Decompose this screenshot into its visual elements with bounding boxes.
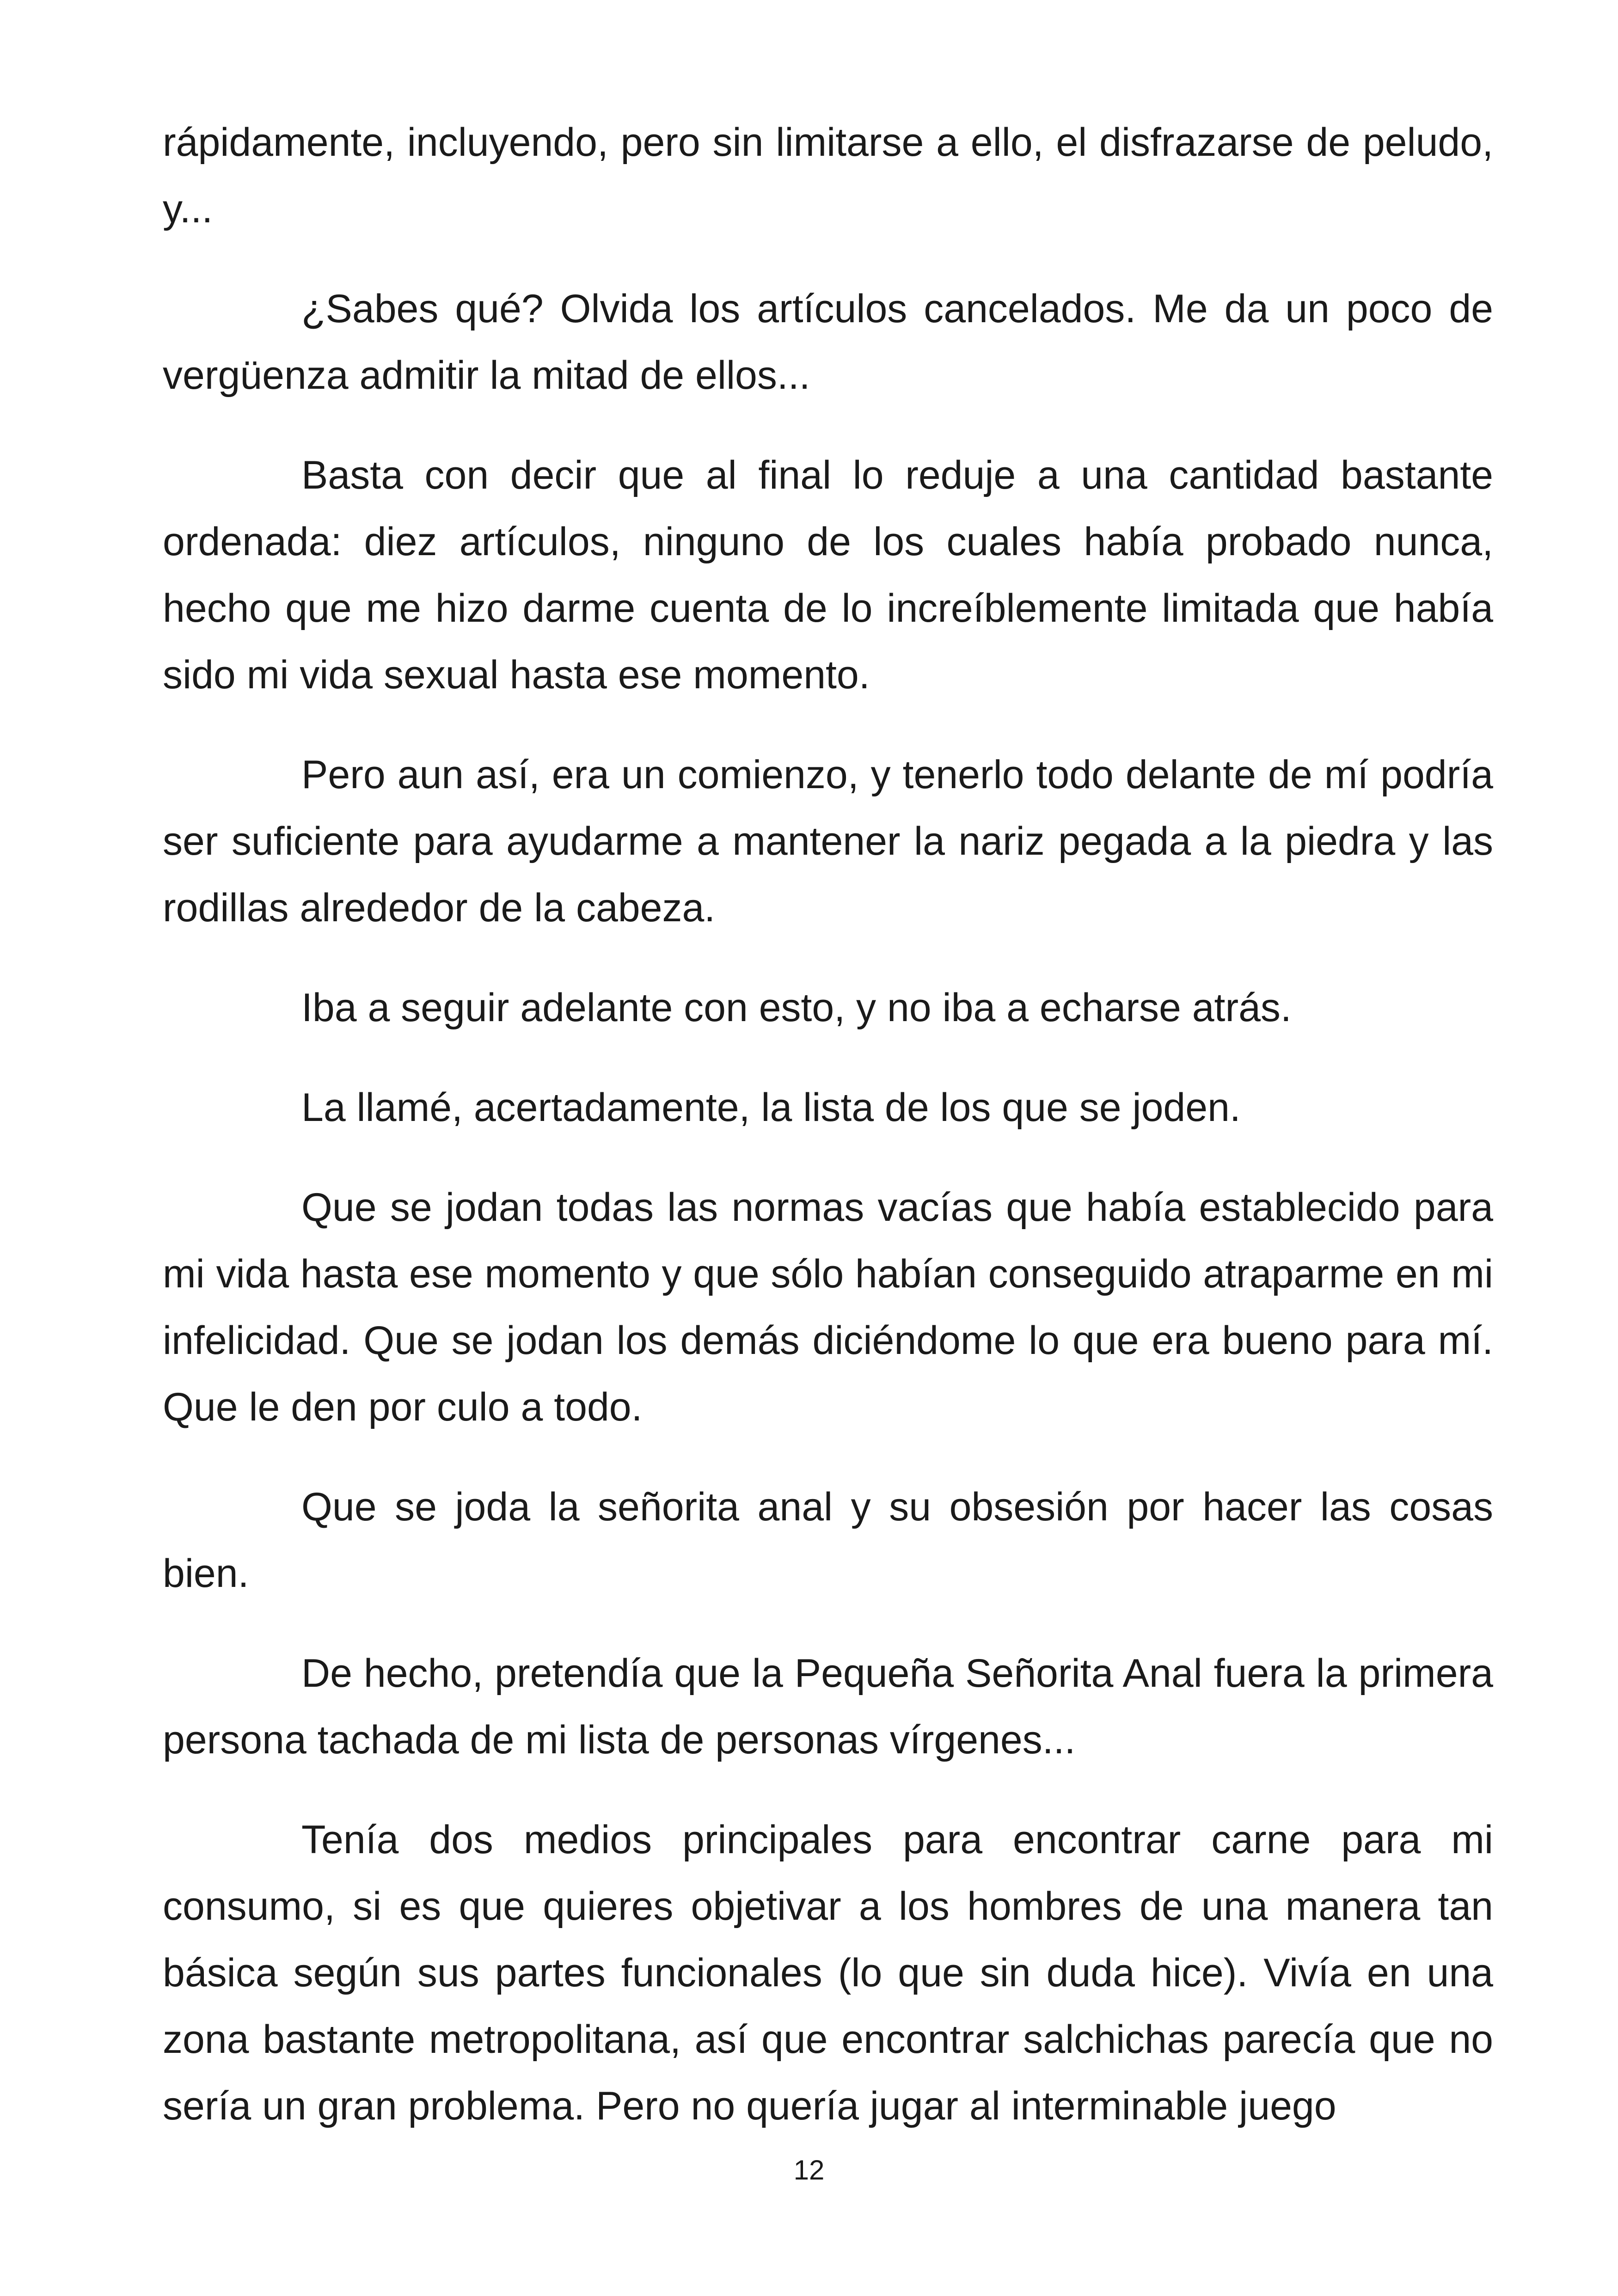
- paragraph-8: Que se joda la señorita anal y su obsesión por hacer las cosas bien.: [163, 1485, 1493, 1596]
- paragraph-9: De hecho, pretendía que la Pequeña Señorita Anal fuera la primera persona tachada de mi lista de personas vírgenes...: [163, 1651, 1493, 1762]
- paragraph-1: rápidamente, incluyendo, pero sin limitarse a ello, el disfrazarse de peludo, y...: [163, 120, 1493, 231]
- paragraph-5: Iba a seguir adelante con esto, y no iba a echarse atrás.: [301, 986, 1292, 1030]
- paragraph-6: La llamé, acertadamente, la lista de los que se joden.: [301, 1085, 1241, 1130]
- paragraph-10: Tenía dos medios principales para encontrar carne para mi consumo, si es que quieres objetivar a los hombres de una manera tan básica según sus partes funcionales (lo que sin duda hice). Vivía en una zona bastante metropolitana, así que encontrar salchichas parecía que no sería un gran problema. Pero no quería jugar al interminable juego: [163, 1818, 1493, 2128]
- paragraph-3: Basta con decir que al final lo reduje a una cantidad bastante ordenada: diez artículos, ninguno de los cuales había probado nunca, hecho que me hizo darme cuenta de lo increíblemente limitada que había sido mi vida sexual hasta ese momento.: [163, 453, 1493, 697]
- body-text: [163, 109, 1493, 2173]
- paragraph-2: ¿Sabes qué? Olvida los artículos cancelados. Me da un poco de vergüenza admitir la mitad de ellos...: [163, 287, 1493, 398]
- page-number: 12: [793, 2155, 825, 2186]
- paragraph-7: Que se jodan todas las normas vacías que había establecido para mi vida hasta ese momento y que sólo habían conseguido atraparme en mi infelicidad. Que se jodan los demás diciéndome lo que era bueno para mí. Que le den por culo a todo.: [163, 1185, 1493, 1429]
- paragraph-4: Pero aun así, era un comienzo, y tenerlo todo delante de mí podría ser suficiente para ayudarme a mantener la nariz pegada a la piedra y las rodillas alrededor de la cabeza.: [163, 753, 1493, 930]
